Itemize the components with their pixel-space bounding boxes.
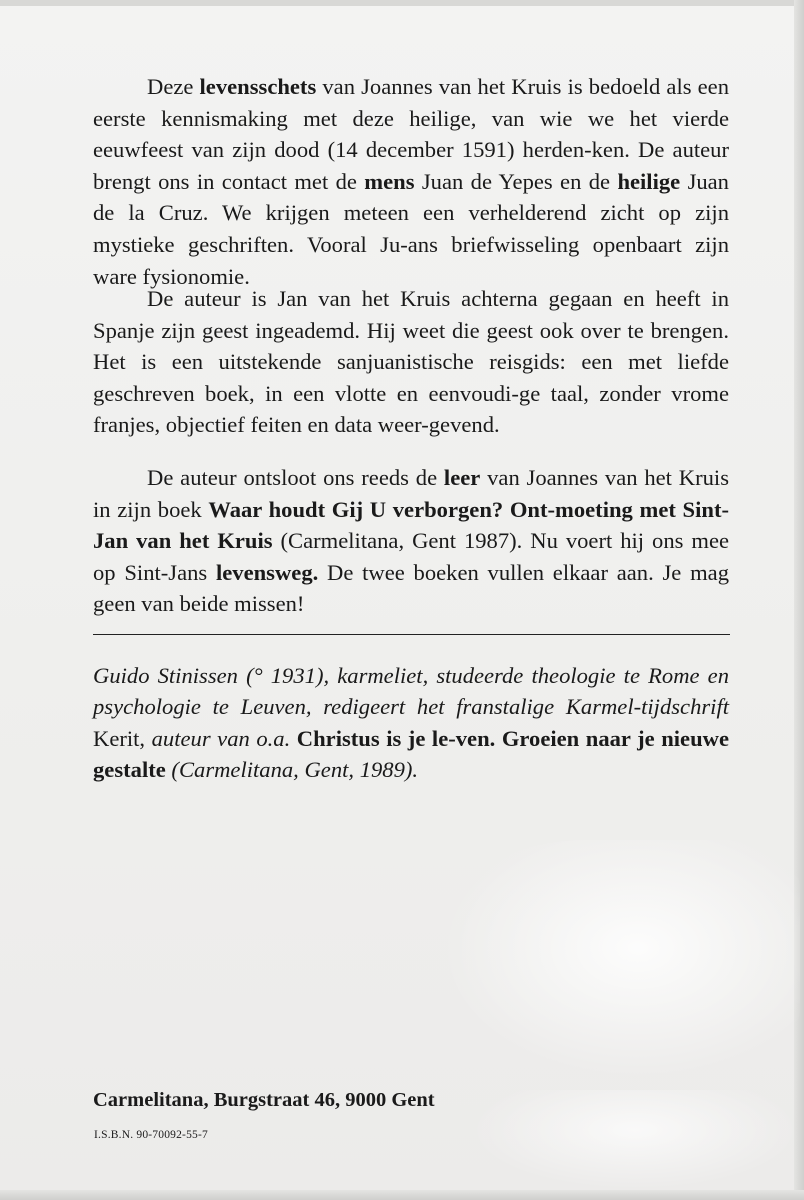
plastic-wrap-glare [440,840,800,1080]
isbn-number: I.S.B.N. 90-70092-55-7 [94,1129,208,1141]
bold-term-levensweg: levensweg. [215,559,319,585]
cover-bottom-edge [0,1190,804,1200]
plastic-wrap-glare-lower [470,1090,800,1190]
bold-term-leer: leer [443,465,481,490]
publisher-address: Carmelitana, Burgstraat 46, 9000 Gent [93,1089,435,1111]
bold-book-title: Waar houdt Gij U verborgen? Ont-moeting met Sint-Jan van het Kruis [93,496,729,554]
blurb-paragraph-3: De auteur ontsloot ons reeds de leer van Joannes van het Kruis in zijn boek Waar houdt Gij U verborgen? Ont-moeting met Sint-Jan van het Kruis (Carmelitana, Gent 1987). Nu voert hij ons mee op Sint-Jans levensweg. De twee boeken vullen elkaar aan. Je mag geen van beide missen! [93,465,730,617]
bold-term-mens: mens [364,168,415,194]
divider-rule [93,634,730,635]
blurb-paragraph-2: De auteur is Jan van het Kruis achterna gegaan en heeft in Spanje zijn geest ingeademd. Hij weet die geest ook over te brengen. Het is een uitstekende sanjuanistische reisgids: een met liefde geschreven boek, in een vlotte en eenvoudi-ge taal, zonder vrome franjes, objectief feiten en data weer-gevend. [93,286,729,438]
cover-top-edge [0,0,804,6]
bio-book-title: Christus is je le-ven. Groeien naar je nieuwe gestalte [93,725,729,783]
bold-term-heilige: heilige [617,168,681,194]
author-bio: Guido Stinissen (° 1931), karmeliet, studeerde theologie te Rome en psychologie te Leuven, redigeert het franstalige Karmel-tijdschrift Kerit, auteur van o.a. Christus is je le-ven. Groeien naar je nieuwe gestalte (Carmelitana, Gent, 1989). [93,663,729,783]
blurb-paragraph-1: Deze levensschets van Joannes van het Kruis is bedoeld als een eerste kennismaking met deze heilige, van wie we het vierde eeuwfeest van zijn dood (14 december 1591) herden-ken. De auteur brengt ons in contact met de mens Juan de Yepes en de heilige Juan de la Cruz. We krijgen meteen een verhelderend zicht op zijn mystieke geschriften. Vooral Ju-ans briefwisseling openbaart zijn ware fysionomie. [93,74,729,289]
bold-term-levensschets: levensschets [199,74,317,99]
journal-name: Kerit, [93,725,146,751]
